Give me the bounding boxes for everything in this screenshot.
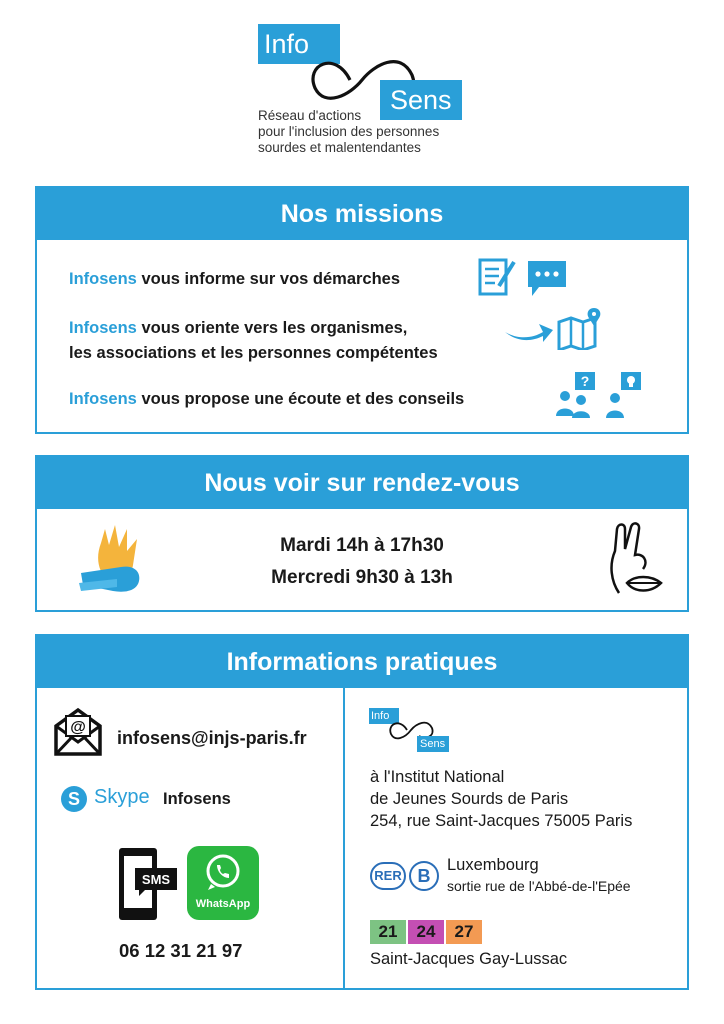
mission-orient-cont: les associations et les personnes compétentes xyxy=(69,344,438,362)
appointment-title: Nous voir sur rendez-vous xyxy=(37,457,687,509)
phone-number[interactable]: 06 12 31 21 97 xyxy=(119,940,243,961)
idea-people-icon xyxy=(603,370,647,418)
rer-exit: sortie rue de l'Abbé-de-l'Epée xyxy=(447,878,631,894)
bus-stop: Saint-Jacques Gay-Lussac xyxy=(370,950,568,968)
address-line: de Jeunes Sourds de Paris xyxy=(370,790,569,808)
tagline-line: pour l'inclusion des personnes xyxy=(258,124,440,139)
chat-bubble-icon xyxy=(525,258,569,300)
whatsapp-label: WhatsApp xyxy=(195,898,251,910)
sms-label: SMS xyxy=(141,872,171,887)
mission-text: vous oriente vers les organismes, xyxy=(136,319,408,337)
mission-inform xyxy=(69,270,400,289)
mission-orient xyxy=(69,319,407,338)
missions-panel xyxy=(35,186,689,434)
mini-logo-info: Info xyxy=(369,708,399,724)
svg-text:S: S xyxy=(67,789,81,809)
whatsapp-icon xyxy=(187,846,259,920)
bus-line-badge: 24 xyxy=(408,920,444,944)
logo-info-box: Info xyxy=(258,24,340,64)
brand-name: Infosens xyxy=(69,390,137,408)
rer-badge: RER xyxy=(370,862,406,890)
svg-text:?: ? xyxy=(580,373,590,389)
sms-phone-icon xyxy=(117,846,181,922)
infosens-logo xyxy=(258,24,518,156)
rer-station: Luxembourg xyxy=(447,856,539,874)
practical-info-title: Informations pratiques xyxy=(37,636,687,688)
lipreading-icon xyxy=(605,521,665,599)
mini-infosens-logo xyxy=(369,708,463,754)
rer-line-badge: B xyxy=(409,861,439,891)
mission-text: vous propose une écoute et des conseils xyxy=(136,390,465,408)
brand-name: Infosens xyxy=(69,270,137,288)
skype-username[interactable]: Infosens xyxy=(163,790,231,808)
tagline-line: sourdes et malentendantes xyxy=(258,140,421,155)
arrow-icon xyxy=(503,318,555,346)
mission-text: vous informe sur vos démarches xyxy=(136,270,401,288)
whatsapp-glyph xyxy=(187,846,259,896)
logo-sens-box: Sens xyxy=(380,80,462,120)
column-divider xyxy=(343,688,345,990)
map-pin-icon xyxy=(556,306,608,350)
tagline-line: Réseau d'actions xyxy=(258,108,362,123)
schedule-wednesday: Mercredi 9h30 à 13h xyxy=(271,567,453,588)
address-line: 254, rue Saint-Jacques 75005 Paris xyxy=(370,812,633,830)
skype-brand: Skype xyxy=(94,786,150,808)
envelope-at-icon xyxy=(53,706,103,758)
bus-lines xyxy=(370,920,484,944)
brand-name: Infosens xyxy=(69,319,137,337)
practical-info-panel xyxy=(35,634,689,990)
appointment-panel xyxy=(35,455,689,612)
mini-logo-sens: Sens xyxy=(417,736,449,752)
schedule-tuesday: Mardi 14h à 17h30 xyxy=(280,535,444,556)
skype-icon xyxy=(59,784,89,814)
missions-title: Nos missions xyxy=(37,188,687,240)
question-people-icon xyxy=(555,370,603,418)
address-block xyxy=(370,766,632,832)
email-link[interactable]: infosens@injs-paris.fr xyxy=(117,728,307,748)
document-edit-icon xyxy=(477,256,517,298)
mission-listen xyxy=(69,390,464,409)
bus-line-badge: 21 xyxy=(370,920,406,944)
bus-line-badge: 27 xyxy=(446,920,482,944)
logo-tagline xyxy=(258,108,439,156)
address-line: à l'Institut National xyxy=(370,768,505,786)
svg-text:@: @ xyxy=(70,719,86,736)
